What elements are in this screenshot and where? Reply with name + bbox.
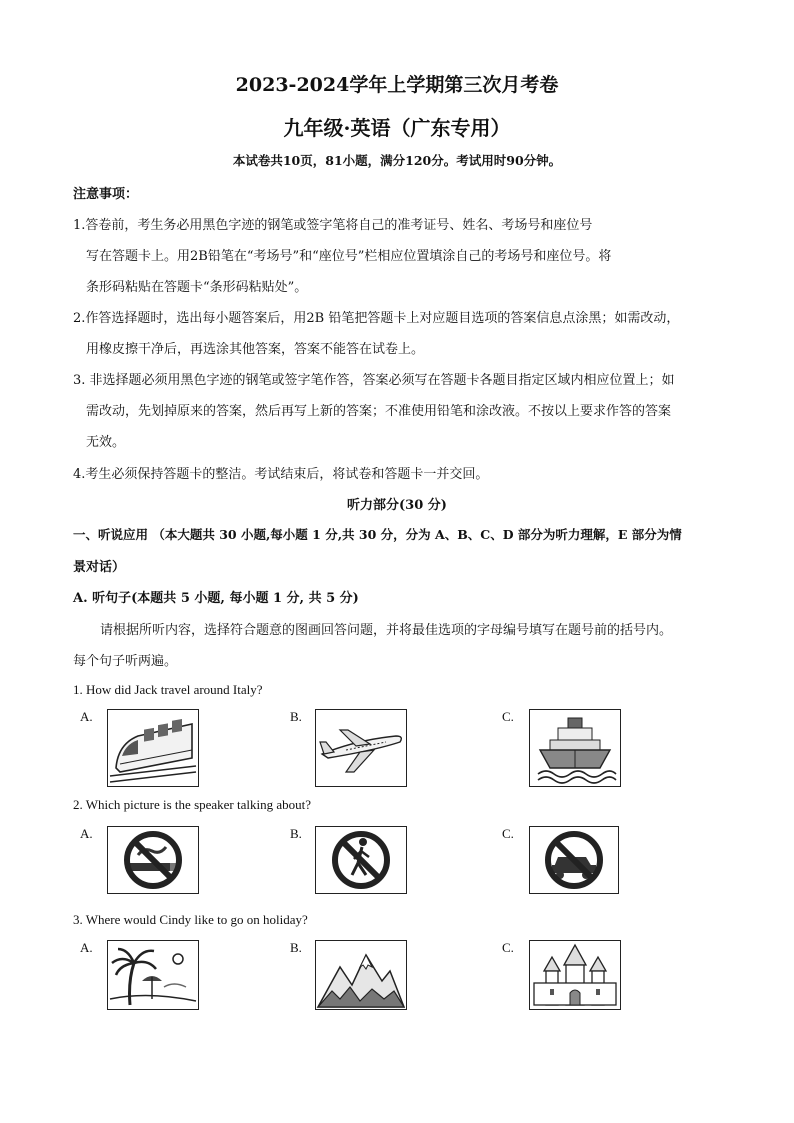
notes-heading: 注意事项： — [73, 187, 139, 202]
exam-subtitle: 九年级·英语（广东专用） — [283, 116, 511, 140]
option-label: A. — [80, 940, 93, 955]
option-label: A. — [80, 826, 93, 841]
beach-palm-icon — [107, 940, 199, 1010]
option-label: B. — [290, 940, 302, 955]
option-label: A. — [80, 709, 93, 724]
notes-line: 2.作答选择题时，选出每小题答案后，用2B 铅笔把答题卡上对应题目选项的答案信息点涂黑；如需改动， — [73, 311, 680, 326]
ship-icon — [529, 709, 621, 787]
exam-info: 本试卷共10页，81小题，满分120分。考试用时90分钟。 — [232, 153, 562, 168]
no-cars-icon — [529, 826, 619, 894]
option-label: B. — [290, 709, 302, 724]
notes-line: 1.答卷前，考生务必用黑色字迹的钢笔或签字笔将自己的准考证号、姓名、考场号和座位号 — [73, 218, 593, 233]
no-smoking-icon — [107, 826, 199, 894]
listening-heading: 听力部分(30 分) — [347, 498, 447, 513]
train-icon — [107, 709, 199, 787]
instruction-line: 请根据所听内容，选择符合题意的图画回答问题，并将最佳选项的字母编号填写在题号前的括号内。 — [100, 623, 673, 638]
notes-line: 写在答题卡上。用2B铅笔在“考场号”和“座位号”栏相应位置填涂自己的考场号和座位号。将 — [86, 249, 612, 264]
instruction-line: 每个句子听两遍。 — [73, 654, 178, 669]
section1-heading-cont: 景对话） — [73, 560, 126, 575]
notes-line: 条形码粘贴在答题卡“条形码粘贴处”。 — [86, 280, 308, 295]
no-pedestrians-icon — [315, 826, 407, 894]
exam-title: 2023-2024学年上学期第三次月考卷 — [235, 74, 559, 96]
notes-line: 需改动，先划掉原来的答案，然后再写上新的答案；不准使用铅笔和涂改液。不按以上要求作答的答案 — [86, 404, 672, 419]
option-label: C. — [502, 940, 514, 955]
section1-heading: 一、听说应用 （本大题共 30 小题,每小题 1 分,共 30 分，分为 A、B、C、D 部分为听力理解，E 部分为情 — [73, 527, 682, 542]
airplane-icon — [315, 709, 407, 787]
question-2: 2. Which picture is the speaker talking about? — [73, 797, 312, 812]
option-label: B. — [290, 826, 302, 841]
notes-line: 用橡皮擦干净后，再选涂其他答案，答案不能答在试卷上。 — [86, 342, 425, 357]
notes-line: 3. 非选择题必须用黑色字迹的钢笔或签字笔作答，答案必须写在答题卡各题目指定区域内相应位置上；如 — [73, 373, 675, 388]
option-label: C. — [502, 826, 514, 841]
notes-line: 无效。 — [86, 435, 126, 450]
castle-icon — [529, 940, 621, 1010]
question-3: 3. Where would Cindy like to go on holiday? — [73, 912, 308, 927]
notes-line: 4.考生必须保持答题卡的整洁。考试结束后，将试卷和答题卡一并交回。 — [73, 467, 489, 482]
question-1: 1. How did Jack travel around Italy? — [73, 682, 263, 697]
option-label: C. — [502, 709, 514, 724]
mountains-icon — [315, 940, 407, 1010]
part-a-heading: A. 听句子(本题共 5 小题, 每小题 1 分, 共 5 分) — [73, 591, 359, 606]
